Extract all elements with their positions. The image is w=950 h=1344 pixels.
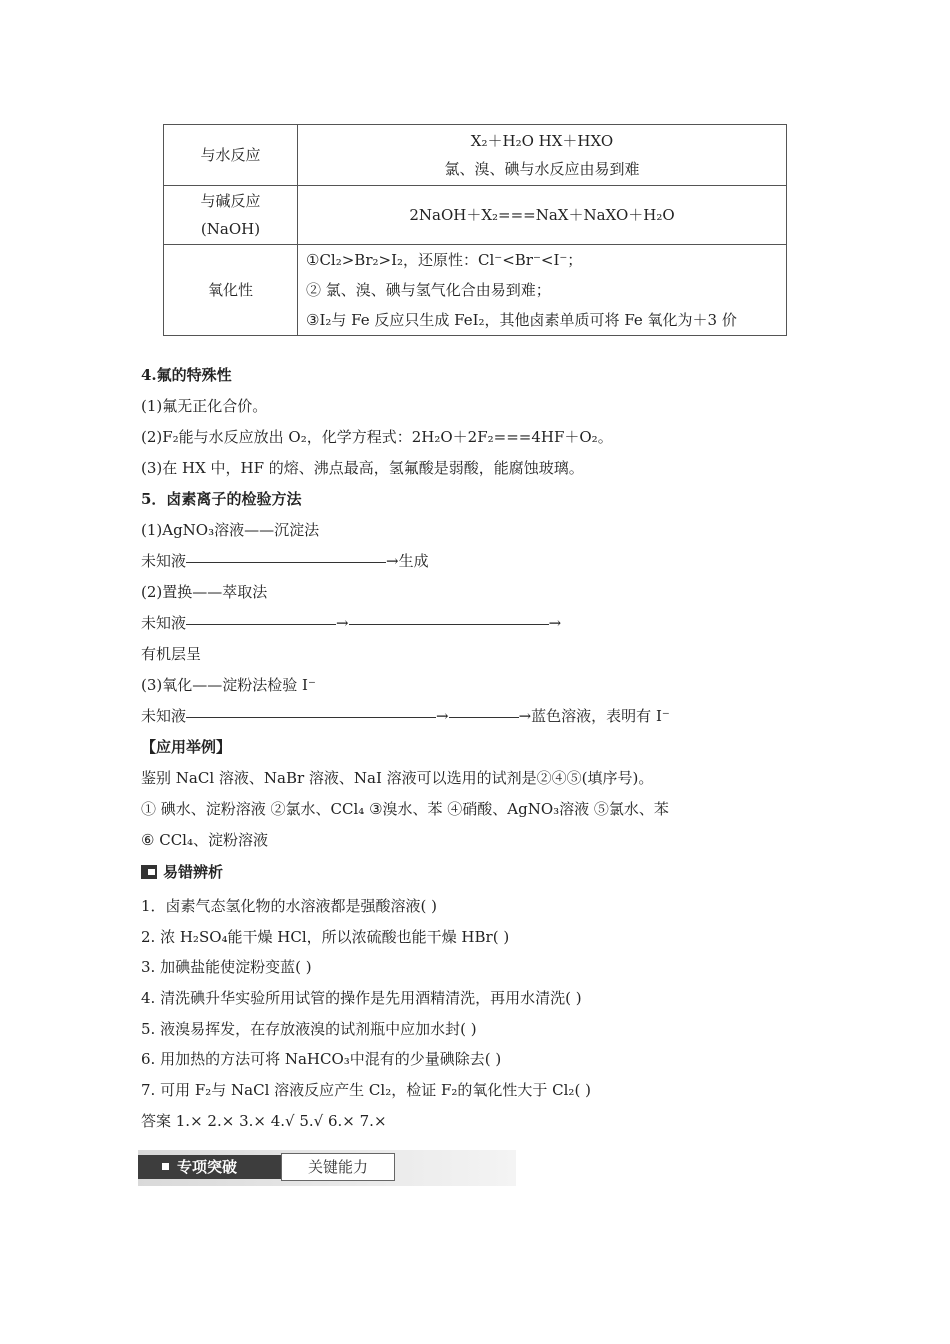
- method3-arrow-2: →: [518, 707, 532, 725]
- method1-title: (1)AgNO₃溶液——沉淀法: [141, 521, 320, 539]
- method1-flow: [141, 546, 841, 577]
- water-reaction-equation: X₂＋H₂O HX＋HXO: [470, 132, 614, 150]
- section4-item-1: (1)氟无正化合价。: [141, 397, 268, 415]
- row-label-base: 与碱反应 (NaOH): [164, 186, 298, 245]
- method2-line-2: [349, 624, 549, 625]
- banner-special-topic: [138, 1155, 281, 1179]
- method3-line-2: [449, 717, 519, 718]
- method3-start: 未知液: [141, 707, 187, 725]
- method2-line-1: [186, 624, 336, 625]
- method3-arrow-1: →: [436, 707, 449, 725]
- method3-end: 蓝色溶液，表明有 I⁻: [531, 707, 670, 725]
- method2-title: (2)置换——萃取法: [141, 583, 268, 601]
- halogen-properties-table: [163, 124, 787, 336]
- section4-item-3: (3)在 HX 中，HF 的熔、沸点最高，氢氟酸是弱酸，能腐蚀玻璃。: [141, 459, 584, 477]
- banner-left-label: 专项突破: [177, 1158, 238, 1176]
- example-question: 鉴别 NaCl 溶液、NaBr 溶液、NaI 溶液可以选用的试剂是②④⑤(填序号)。: [141, 769, 654, 787]
- error-item-3: 3. 加碘盐能使淀粉变蓝( ): [141, 958, 312, 977]
- section5-title: 5．卤素离子的检验方法: [141, 490, 302, 508]
- method1-end: →生成: [386, 552, 429, 570]
- method1-arrow-line: [186, 562, 386, 563]
- error-analysis-title: 易错辨析: [163, 863, 224, 881]
- section-marker-icon: [141, 865, 157, 879]
- row-label-oxidation: 氧化性: [164, 245, 298, 336]
- banner-key-ability: 关键能力: [281, 1153, 395, 1181]
- method2-flow: [141, 608, 841, 639]
- oxidation-line-2: ② 氯、溴、碘与氢气化合由易到难；: [306, 281, 551, 299]
- section4-item-2: (2)F₂能与水反应放出 O₂，化学方程式：2H₂O＋2F₂===4HF＋O₂。: [141, 428, 613, 446]
- error-item-6: 6. 用加热的方法可将 NaHCO₃中混有的少量碘除去( ): [141, 1050, 502, 1069]
- method2-result: 有机层呈: [141, 645, 202, 663]
- error-item-5: 5. 液溴易挥发，在存放液溴的试剂瓶中应加水封( ): [141, 1019, 477, 1038]
- error-item-4: 4. 清洗碘升华实验所用试管的操作是先用酒精清洗，再用水清洗( ): [141, 989, 582, 1008]
- example-title: 【应用举例】: [141, 738, 232, 756]
- method3-flow: [141, 701, 841, 732]
- section4-title: 4.氟的特殊性: [141, 366, 232, 384]
- error-item-7: 7. 可用 F₂与 NaCl 溶液反应产生 Cl₂，检证 F₂的氧化性大于 Cl₂( ): [141, 1081, 591, 1100]
- square-bullet-icon: [162, 1163, 169, 1170]
- method2-arrow-1: →: [336, 614, 349, 632]
- method3-title: (3)氧化——淀粉法检验 I⁻: [141, 676, 316, 694]
- oxidation-line-3: ③I₂与 Fe 反应只生成 FeI₂，其他卤素单质可将 Fe 氧化为＋3 价: [306, 311, 737, 329]
- oxidation-line-1: ①Cl₂>Br₂>I₂，还原性：Cl⁻<Br⁻<I⁻；: [306, 251, 583, 269]
- answer-line: 答案 1.× 2.× 3.× 4.√ 5.√ 6.× 7.×: [141, 1111, 387, 1130]
- row-content-water: [298, 125, 787, 186]
- row-label-water: 与水反应: [164, 125, 298, 186]
- method2-arrow-2: →: [548, 614, 562, 632]
- method2-start: 未知液: [141, 614, 187, 632]
- example-options-1: ① 碘水、淀粉溶液 ②氯水、CCl₄ ③溴水、苯 ④硝酸、AgNO₃溶液 ⑤氯水、苯: [141, 800, 669, 818]
- example-options-2: ⑥ CCl₄、淀粉溶液: [141, 831, 268, 849]
- method1-start: 未知液: [141, 552, 187, 570]
- error-analysis-list: [141, 891, 591, 1137]
- error-item-1: 1．卤素气态氢化物的水溶液都是强酸溶液( ): [141, 897, 438, 915]
- error-item-2: 2. 浓 H₂SO₄能干燥 HCl，所以浓硫酸也能干燥 HBr( ): [141, 927, 510, 946]
- section-banner: [138, 1150, 516, 1186]
- water-reaction-trend: 氯、溴、碘与水反应由易到难: [444, 160, 640, 178]
- fluorine-section: [141, 360, 841, 856]
- row-content-oxidation: [298, 245, 787, 336]
- base-reaction-equation: 2NaOH＋X₂===NaX＋NaXO＋H₂O: [298, 186, 787, 245]
- error-analysis-header: [141, 861, 223, 882]
- method3-line-1: [186, 717, 436, 718]
